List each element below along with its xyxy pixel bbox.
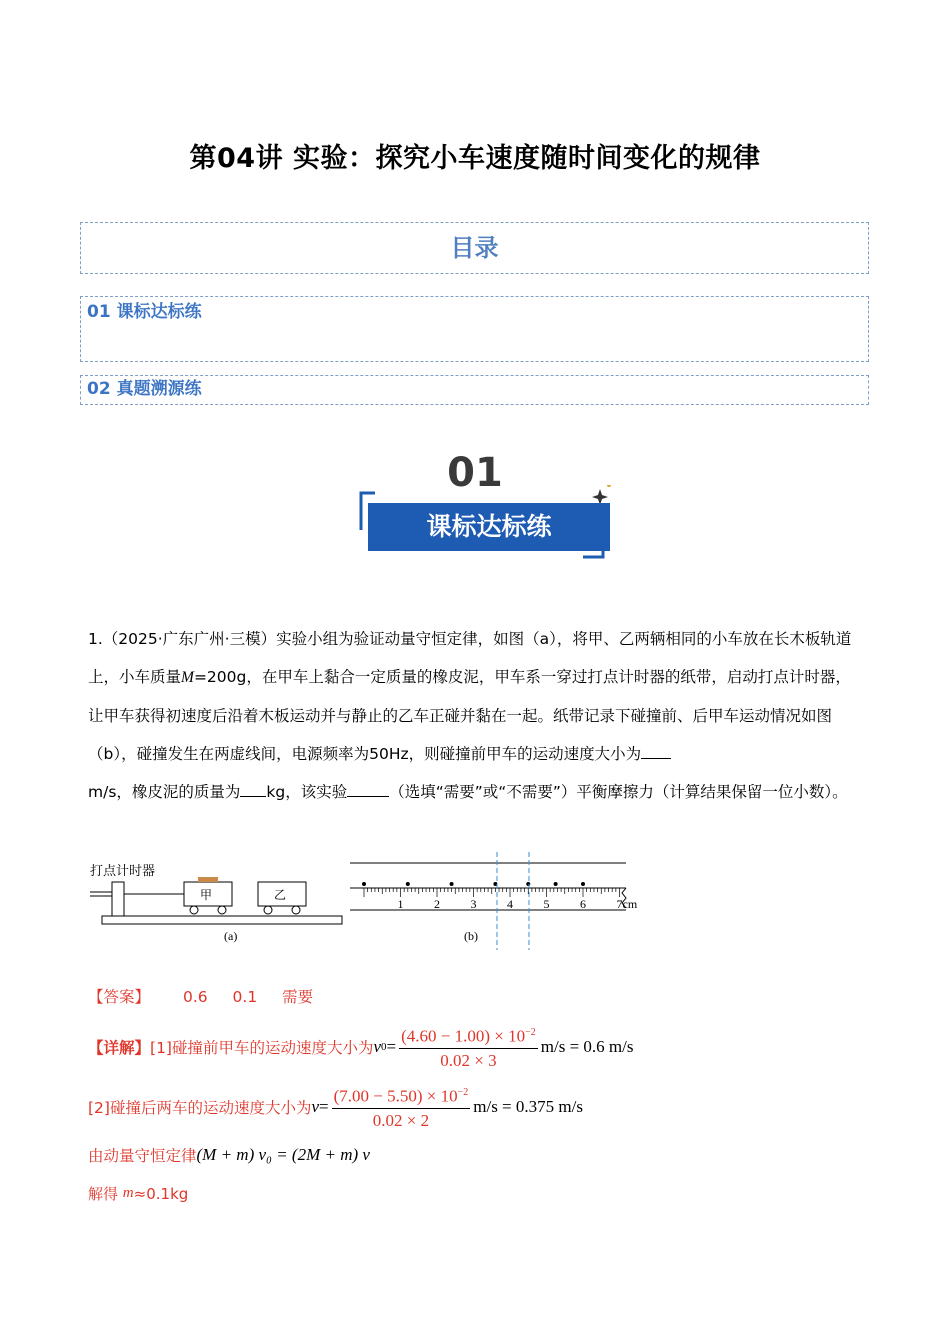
question-text bbox=[88, 620, 858, 811]
fraction-2-exp: −2 bbox=[457, 1087, 469, 1098]
toc-item-2[interactable] bbox=[80, 375, 869, 405]
toc-item-1[interactable] bbox=[80, 296, 869, 362]
toc-heading: 目录 bbox=[80, 222, 869, 274]
answer-3: 需要 bbox=[282, 988, 314, 1006]
answer-row bbox=[88, 985, 313, 1007]
ruler-label: 4 bbox=[507, 897, 513, 911]
question-part-2: =200g，在甲车上黏合一定质量的橡皮泥，甲车系一穿过打点计时器的纸带，启动打点计时器，让甲车获得初速度后沿着木板运动并与静止的乙车正碰并黏在一起。纸带记录下碰撞前、后甲车运动情况如图（b），碰撞发生在两虚线间，电源频率为50Hz，则碰撞前甲车的运动速度大小为 bbox=[88, 668, 851, 763]
ruler-label: 6 bbox=[580, 897, 586, 911]
fraction-1-den: 0.02 × 3 bbox=[440, 1050, 497, 1070]
detail-line-4-text: 解得 bbox=[88, 1185, 119, 1203]
caption-a: (a) bbox=[224, 929, 238, 943]
fraction-1-exp: −2 bbox=[525, 1027, 536, 1038]
section-number: 01 bbox=[447, 450, 503, 496]
fraction-2-num: (7.00 − 5.50) × 10 bbox=[333, 1086, 458, 1106]
caption-b: (b) bbox=[464, 929, 478, 943]
m-var: m bbox=[122, 1185, 134, 1201]
cart-a-label: 甲 bbox=[200, 888, 213, 902]
detail-line-4 bbox=[88, 1183, 188, 1204]
detail-line-2-text: [2]碰撞后两车的运动速度大小为 bbox=[88, 1099, 312, 1118]
tape-dot bbox=[554, 882, 558, 886]
blank-2[interactable] bbox=[240, 780, 266, 797]
detail-line-1-result: m/s = 0.6 m/s bbox=[540, 1037, 634, 1057]
page-title: 第04讲 实验：探究小车速度随时间变化的规律 bbox=[189, 143, 761, 174]
section-banner: 课标达标练 bbox=[368, 503, 610, 551]
detail-line-1-text: [1]碰撞前甲车的运动速度大小为 bbox=[150, 1039, 374, 1058]
tape-dot bbox=[526, 882, 530, 886]
timer bbox=[112, 882, 124, 916]
question-part-1: 1.（2025·广东广州·三模）实验小组为验证动量守恒定律，如图（a），将甲、乙两辆相同的小车放在长木板轨道上，小车质量 bbox=[88, 630, 852, 686]
detail-line-3 bbox=[88, 1144, 370, 1166]
timer-label: 打点计时器 bbox=[90, 864, 156, 879]
detail-line-1: 【详解】 [1]碰撞前甲车的运动速度大小为 v 0 = $\frac{(4.60 - 1.00) \times 10^{-2}}{0.02 \times 3}$ m/s = 0.6 m/s bbox=[88, 1022, 633, 1073]
mass-variable: M bbox=[181, 669, 194, 686]
tape-dot bbox=[362, 882, 366, 886]
v-var: v bbox=[311, 1097, 320, 1117]
fraction-1-num: (4.60 − 1.00) × 10 bbox=[401, 1026, 526, 1046]
ruler-label: 1 bbox=[397, 897, 404, 911]
answer-label: 【答案】 bbox=[88, 988, 151, 1006]
blank-1[interactable] bbox=[641, 742, 671, 759]
answer-1: 0.6 bbox=[182, 988, 208, 1006]
fraction-2 bbox=[332, 1082, 471, 1133]
tape-dot bbox=[581, 882, 585, 886]
detail-line-3-text: 由动量守恒定律 bbox=[88, 1147, 197, 1165]
detail-line-2: [2]碰撞后两车的运动速度大小为 v = $\frac{(7.00 - 5.50) \times 10^{-2}}{0.02 \times 2}$ m/s = 0.375 m/s bbox=[88, 1082, 583, 1133]
experiment-figure bbox=[88, 852, 648, 950]
cart-b-label: 乙 bbox=[274, 888, 287, 902]
ruler-label: 5 bbox=[543, 897, 550, 911]
detail-label: 【详解】 bbox=[88, 1039, 151, 1058]
question-part-3: m/s，橡皮泥的质量为 bbox=[88, 783, 241, 801]
fraction-2-den: 0.02 × 2 bbox=[372, 1110, 430, 1130]
answer-2: 0.1 bbox=[232, 988, 258, 1006]
ruler-label: 2 bbox=[434, 897, 440, 911]
question-part-4: kg，该实验 bbox=[266, 783, 348, 801]
ruler-label: 3 bbox=[470, 897, 477, 911]
toc-item-1-label[interactable]: 01 课标达标练 bbox=[87, 302, 202, 322]
ruler-label: 7cm bbox=[616, 897, 638, 911]
tape-dot bbox=[406, 882, 410, 886]
detail-line-2-result: m/s = 0.375 m/s bbox=[473, 1097, 583, 1117]
tape-dot bbox=[450, 882, 454, 886]
blank-3[interactable] bbox=[347, 780, 389, 797]
question-part-5: （选填“需要”或“不需要”）平衡摩擦力（计算结果保留一位小数）。 bbox=[389, 783, 848, 801]
momentum-equation: (M + m) v₀ = (2M + m) v bbox=[196, 1145, 370, 1164]
v0-var: v bbox=[373, 1037, 382, 1057]
toc-item-2-label[interactable]: 02 真题溯源练 bbox=[87, 379, 202, 399]
v0-sub: 0 bbox=[381, 1041, 387, 1054]
fraction-1 bbox=[399, 1022, 538, 1073]
detail-line-4-result: ≈0.1kg bbox=[133, 1184, 189, 1203]
